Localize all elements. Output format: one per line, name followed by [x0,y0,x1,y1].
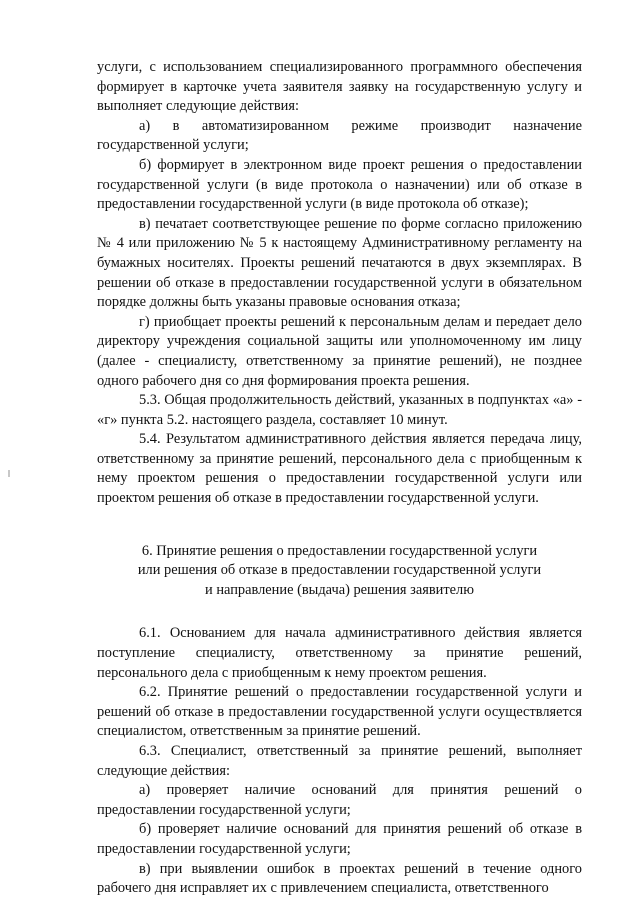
scan-speck [8,470,10,477]
paragraph-6-3: 6.3. Специалист, ответственный за принятие решений, выполняет следующие действия: [97,743,582,779]
paragraph-6-2: 6.2. Принятие решений о предоставлении государственной услуги и решений об отказе в предоставлении государственной услуги осуществляется специалистом, ответственным за принятие решений. [97,684,582,740]
paragraph-6-1: 6.1. Основанием для начала административного действия является поступление специалисту, ответственному за принятие решений, персонального дела с приобщенным к нему проектом решения. [97,625,582,681]
section-heading [97,542,582,601]
paragraph-item-g: г) приобщает проекты решений к персональным делам и передает дело директору учреждения социальной защиты или уполномоченному им лицу (далее - специалисту, ответственному за принятие решений), не позднее одного рабочего дня со дня формирования проекта решения. [97,313,582,389]
paragraph-item-b: б) формирует в электронном виде проект решения о предоставлении государственной услуги (в виде протокола о назначении) или об отказе в предоставлении государственной услуги (в виде протокола об отказе); [97,156,582,213]
paragraph-continuation: услуги, с использованием специализированного программного обеспечения формирует в карточке учета заявителя заявку на государственную услугу и выполняет следующие действия: [97,59,582,115]
section-heading-line-2: или решения об отказе в предоставлении государственной услуги [137,562,542,579]
document-page [97,58,582,899]
paragraph-6-3-item-a: а) проверяет наличие оснований для принятия решений о предоставлении государственной услуги; [97,782,582,818]
paragraph-5-4: 5.4. Результатом административного действия является передача лицу, ответственному за принятие решений, персонального дела с приобщенным к нему проектом решения о предоставлении государственной услуги или проектом решения об отказе в предоставлении государственной услуги. [97,431,582,507]
paragraph-6-3-item-v: в) при выявлении ошибок в проектах решений в течение одного рабочего дня исправляет их с привлечением специалиста, ответственного [97,860,582,897]
section-heading-line-3: и направление (выдача) решения заявителю [205,581,474,598]
paragraph-item-v: в) печатает соответствующее решение по форме согласно приложению № 4 или приложению № 5 к настоящему Административному регламенту на бумажных носителях. Проекты решений печатаются в двух экземплярах. В решении об отказе в предоставлении государственной услуги в обязательном порядке должны быть указаны правовые основания отказа; [97,215,582,311]
paragraph-5-3: 5.3. Общая продолжительность действий, указанных в подпунктах «а» - «г» пункта 5.2. настоящего раздела, составляет 10 минут. [97,392,582,428]
paragraph-6-3-item-b: б) проверяет наличие оснований для принятия решений об отказе в предоставлении государственной услуги; [97,821,582,857]
paragraph-item-a: а) в автоматизированном режиме производит назначение государственной услуги; [97,117,582,154]
section-heading-line-1: 6. Принятие решения о предоставлении государственной услуги [141,542,538,559]
